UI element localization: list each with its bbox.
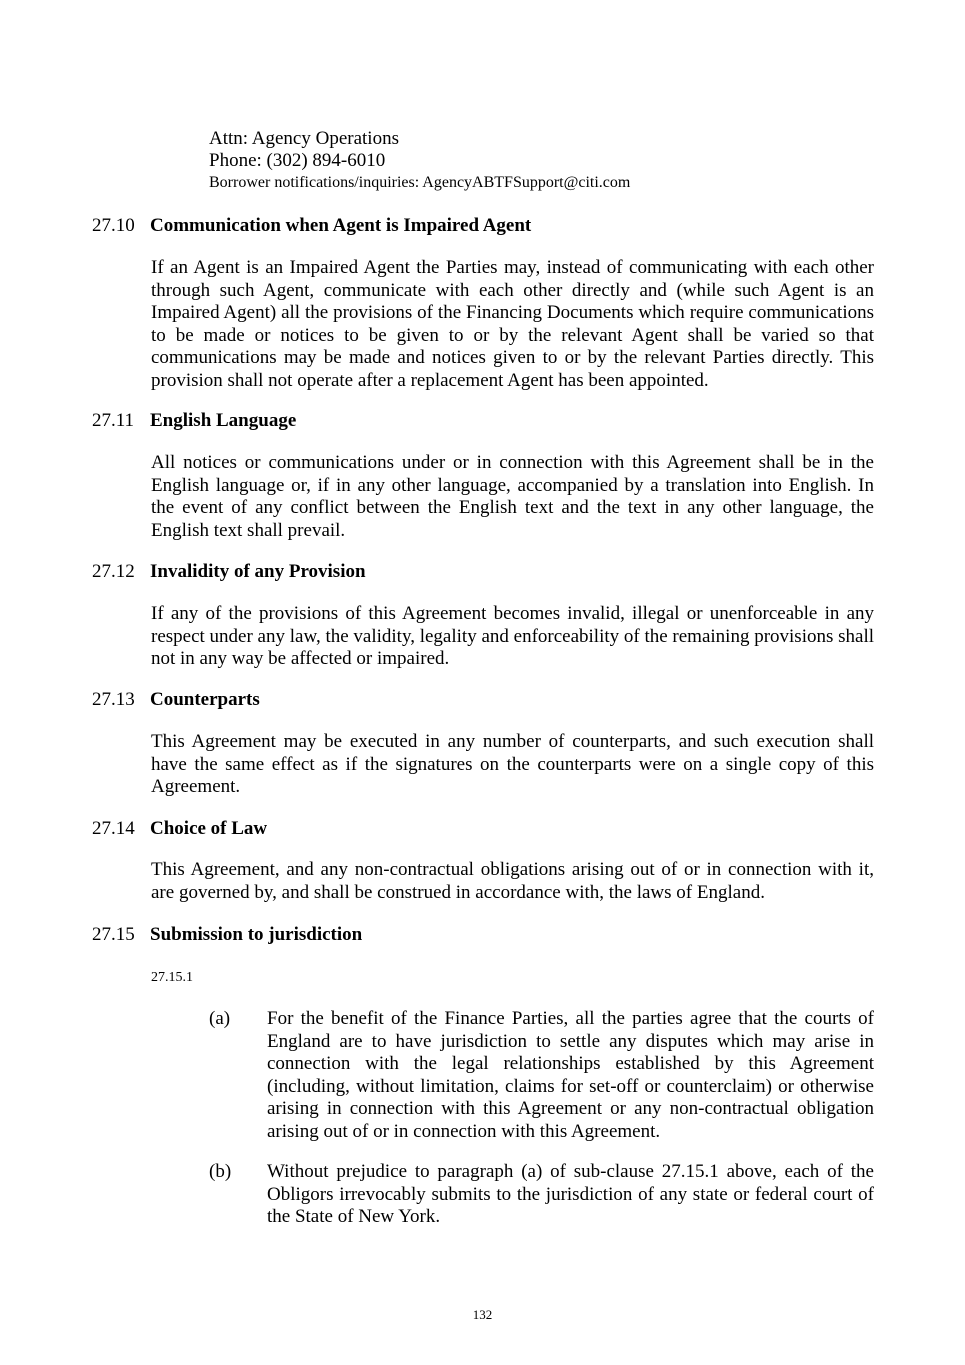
item-label-a: (a) [209,1008,231,1029]
section-title: Submission to jurisdiction [150,924,363,945]
section-27-14-heading [92,818,267,840]
section-number: 27.11 [92,410,135,431]
phone-line: Phone: (302) 894-6010 [209,150,386,171]
section-27-13-heading [92,689,260,711]
item-label-b: (b) [209,1161,232,1182]
section-27-14-body: This Agreement, and any non-contractual obligations arising out of or in connection with it, are governed by, and shall be construed in accordance with, the laws of England. [151,859,874,903]
agent-address-block [209,128,630,194]
section-27-10-body: If an Agent is an Impaired Agent the Parties may, instead of communicating with each other through such Agent, communicate with each other directly and (while such Agent is an Impaired Agent) all the provisions of the Financing Documents which require communications to be made or notices to be given to or by the relevant Agent shall be varied so that communications may be made and notices given to or by the relevant Parties directly. This provision shall not operate after a replacement Agent has been appointed. [151,257,874,391]
attn-line: Attn: Agency Operations [209,128,399,149]
section-title: Invalidity of any Provision [150,561,366,582]
page-number: 132 [472,1307,493,1322]
notifications-line: Borrower notifications/inquiries: AgencyABTFSupport@citi.com [209,174,631,191]
section-27-10-heading [92,215,531,237]
section-number: 27.14 [92,818,135,839]
section-title: Counterparts [150,689,260,710]
section-number: 27.10 [92,215,135,236]
section-number: 27.13 [92,689,135,710]
section-title: English Language [150,410,297,431]
section-title: Choice of Law [150,818,268,839]
subclause-number: 27.15.1 [151,970,193,985]
item-text-a: For the benefit of the Finance Parties, all the parties agree that the courts of England are to have jurisdiction to settle any disputes which may arise in connection with the legal relationships established by this Agreement (including, without limitation, claims for set-off or counterclaim) or otherwise arising in connection with this Agreement or any non-contractual obligation arising out of or in connection with this Agreement. [267,1008,874,1142]
section-27-11-heading [92,410,296,432]
section-27-12-heading [92,561,366,583]
section-27-13-body: This Agreement may be executed in any number of counterparts, and such execution shall have the same effect as if the signatures on the counterparts were on a single copy of this Agreement. [151,731,874,797]
item-text-b: Without prejudice to paragraph (a) of sub-clause 27.15.1 above, each of the Obligors irrevocably submits to the jurisdiction of any state or federal court of the State of New York. [267,1161,874,1227]
section-number: 27.12 [92,561,135,582]
section-27-12-body: If any of the provisions of this Agreement becomes invalid, illegal or unenforceable in any respect under any law, the validity, legality and enforceability of the remaining provisions shall not in any way be affected or impaired. [151,603,875,669]
section-27-15-heading [92,924,362,946]
section-title: Communication when Agent is Impaired Agent [150,215,532,236]
section-27-11-body: All notices or communications under or in connection with this Agreement shall be in the English language or, if in any other language, accompanied by a translation into English. In the event of any conflict between the English text and the text in any other language, the English text shall prevail. [151,452,874,541]
section-number: 27.15 [92,924,135,945]
